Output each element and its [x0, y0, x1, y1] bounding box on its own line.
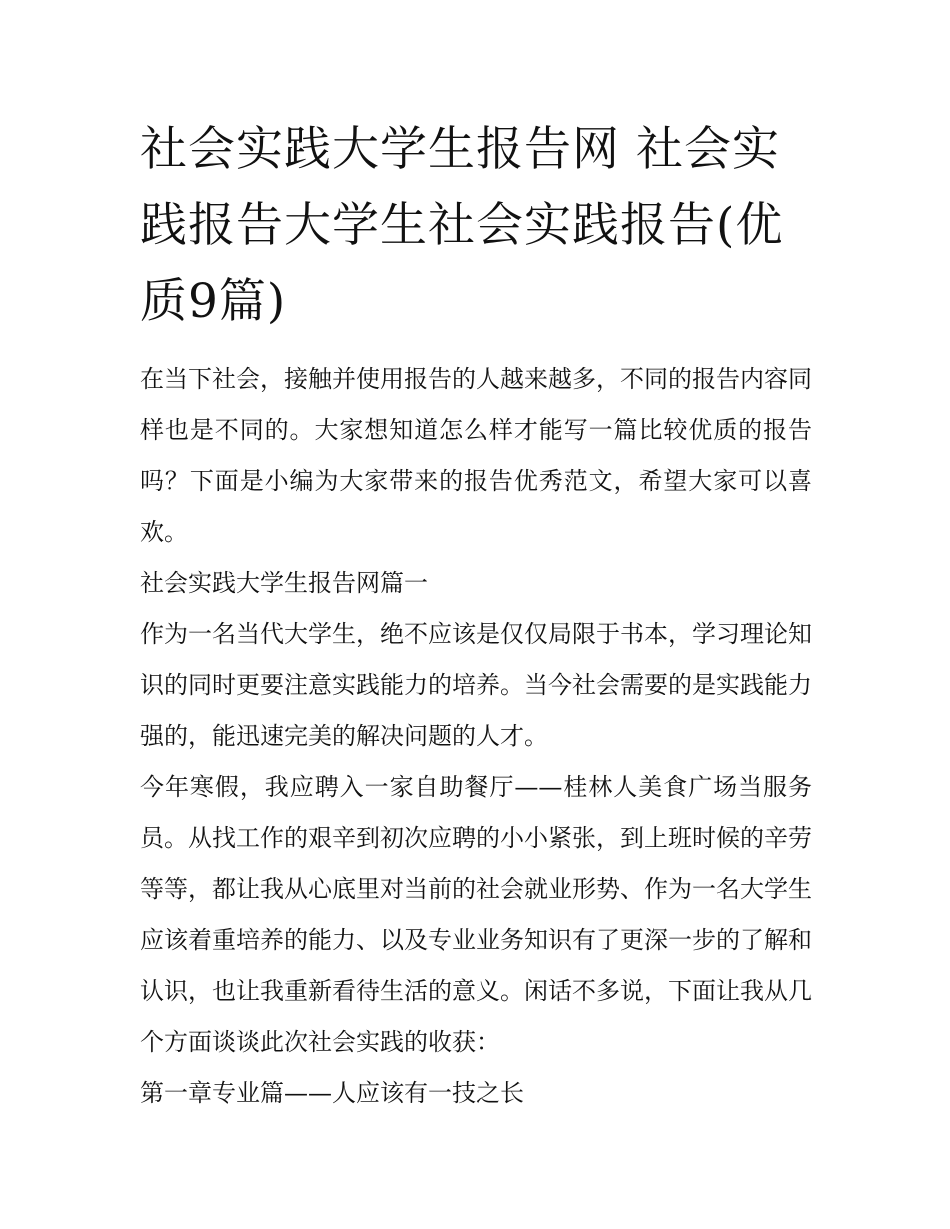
document-page: [140, 112, 812, 1119]
body-paragraph-2: 今年寒假，我应聘入一家自助餐厅——桂林人美食广场当服务员。从找工作的艰辛到初次应聘的小小紧张，到上班时候的辛劳等等，都让我从心底里对当前的社会就业形势、作为一名大学生应该着重培养的能力、以及专业业务知识有了更深一步的了解和认识，也让我重新看待生活的意义。闲话不多说，下面让我从几个方面谈谈此次社会实践的收获：: [140, 773, 812, 1056]
intro-paragraph: 在当下社会，接触并使用报告的人越来越多，不同的报告内容同样也是不同的。大家想知道怎么样才能写一篇比较优质的报告吗？下面是小编为大家带来的报告优秀范文，希望大家可以喜欢。: [140, 365, 812, 546]
chapter-heading-1: 第一章专业篇——人应该有一技之长: [140, 1079, 524, 1107]
document-title: 社会实践大学生报告网 社会实践报告大学生社会实践报告(优质9篇): [140, 122, 784, 329]
body-paragraph-1: 作为一名当代大学生，绝不应该是仅仅局限于书本，学习理论知识的同时更要注意实践能力的培养。当今社会需要的是实践能力强的，能迅速完美的解决问题的人才。: [140, 620, 812, 750]
section-heading-1: 社会实践大学生报告网篇一: [140, 569, 428, 597]
